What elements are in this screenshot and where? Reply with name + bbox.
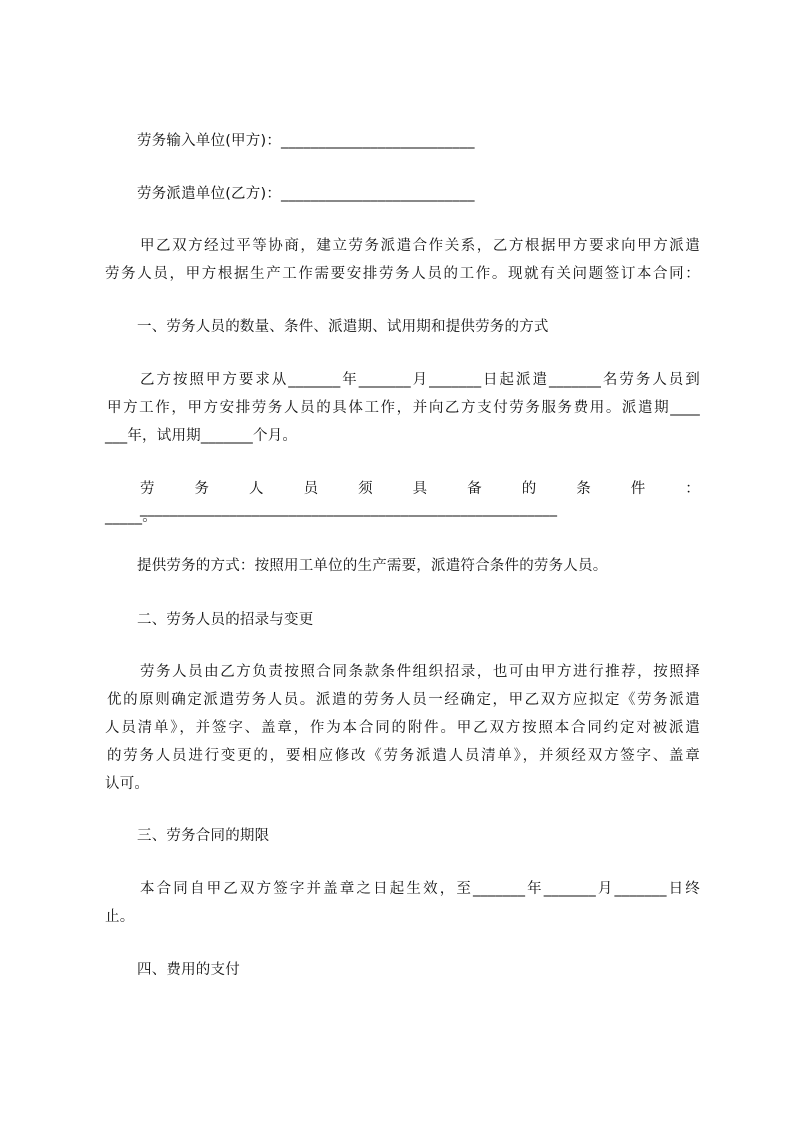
section1-para1-line-2: 甲方工作，甲方安排劳务人员的具体工作，并向乙方支付劳务服务费用。派遣期____ — [107, 400, 700, 416]
section2-para-line-1: 劳务人员由乙方负责按照合同条款条件组织招录，也可由甲方进行推荐，按照择 — [140, 664, 700, 680]
section3-para-line-2: 止。 — [105, 909, 135, 925]
section1-para2-line-1: 劳务人员须具备的条件：________________________________________________________ — [140, 481, 700, 517]
section2-para-line-2: 优的原则确定派遣劳务人员。派遣的劳务人员一经确定，甲乙双方应拟定《劳务派遣 — [107, 692, 700, 708]
section1-para1-line-1: 乙方按照甲方要求从_______年_______月_______日起派遣_______名劳务人员到 — [140, 372, 700, 388]
section1-heading: 一、劳务人员的数量、条件、派遣期、试用期和提供劳务的方式 — [137, 319, 549, 335]
section2-para-line-3: 人员清单》，并签字、盖章，作为本合同的附件。甲乙双方按照本合同约定对被派遣 — [105, 720, 700, 736]
intro-line-1: 甲乙双方经过平等协商，建立劳务派遣合作关系，乙方根据甲方要求向甲方派遣 — [140, 238, 700, 254]
party-b-line: 劳务派遣单位(乙方)：__________________________ — [137, 186, 475, 202]
intro-line-2: 劳务人员，甲方根据生产工作需要安排劳务人员的工作。现就有关问题签订本合同： — [105, 266, 700, 282]
section2-heading: 二、劳务人员的招录与变更 — [137, 612, 314, 628]
section3-para-line-1: 本合同自甲乙双方签字并盖章之日起生效，至_______年_______月_______日终 — [140, 881, 700, 897]
section1-para2-line-2: _____。 — [105, 509, 157, 525]
section3-heading: 三、劳务合同的期限 — [137, 828, 270, 844]
section2-para-line-4: 的劳务人员进行变更的，要相应修改《劳务派遣人员清单》，并须经双方签字、盖章 — [107, 748, 700, 764]
section2-para-line-5: 认可。 — [105, 776, 150, 792]
party-a-line: 劳务输入单位(甲方)：__________________________ — [137, 133, 475, 149]
section1-para3: 提供劳务的方式：按照用工单位的生产需要，派遣符合条件的劳务人员。 — [137, 558, 608, 574]
section1-para1-line-3: ___年，试用期_______个月。 — [105, 428, 298, 444]
section4-heading: 四、费用的支付 — [137, 962, 240, 978]
